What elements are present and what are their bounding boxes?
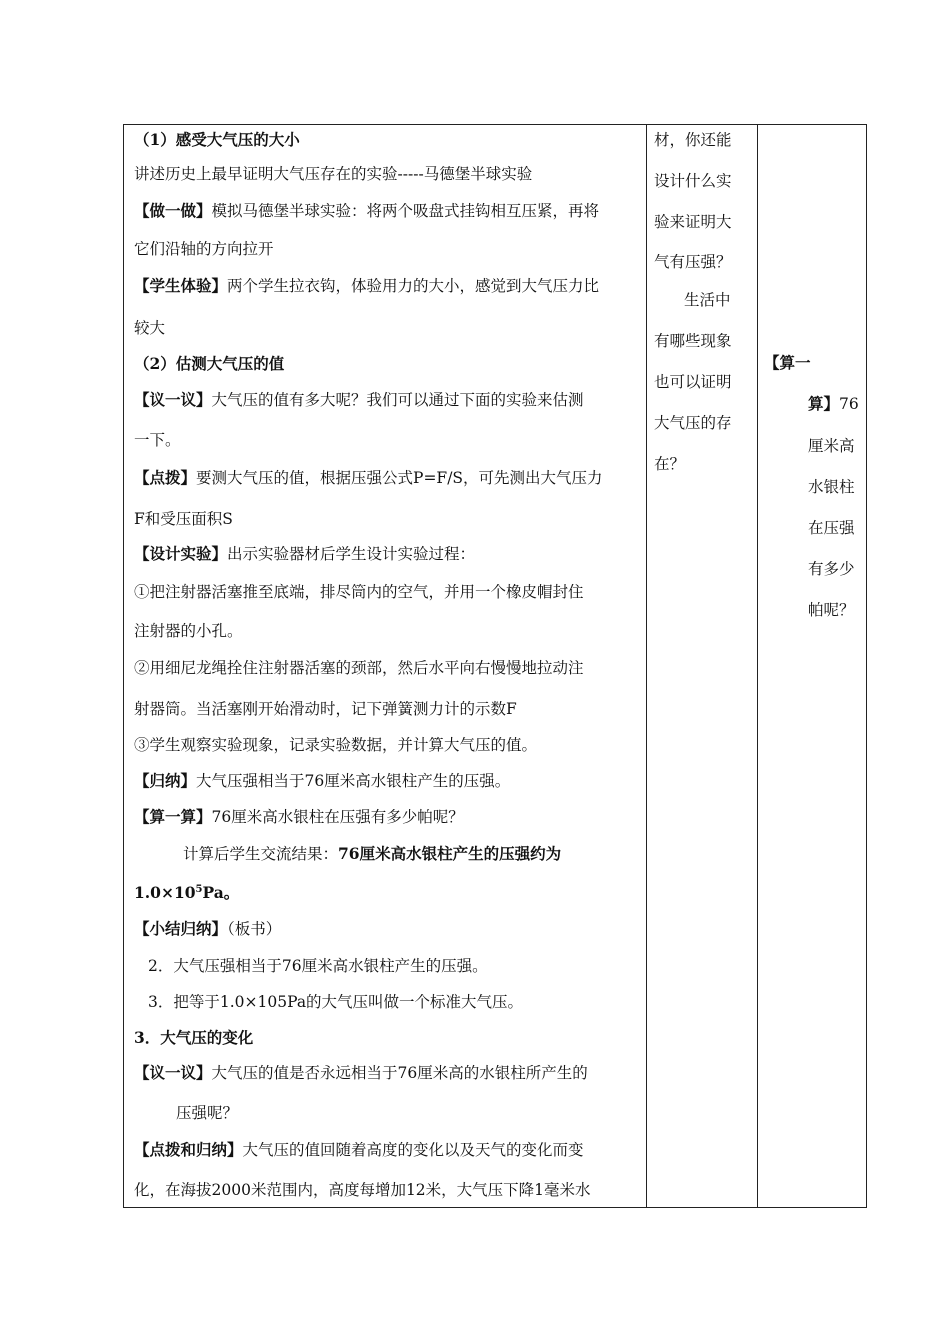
text-line [134,200,599,222]
text-line: 它们沿轴的方向拉开 [134,240,274,258]
bold-result: 76厘米高水银柱产生的压强约为 [338,844,562,863]
text-span: 计算后学生交流结果： [183,845,339,863]
activity-tag: 【做一做】 [134,201,212,220]
exercise-tag: 算】 [808,394,840,413]
note-line: 生活中 [684,291,731,309]
activity-tag: 【归纳】 [134,771,197,790]
text-line: 射器筒。当活塞刚开始滑动时，记下弹簧测力计的示数F [134,700,517,718]
note-line: 气有压强？ [654,253,732,271]
text-line [183,843,561,865]
text-line [134,389,584,411]
activity-tag: 【点拨和归纳】 [134,1140,243,1159]
text-span: 大气压强相当于76厘米高水银柱产生的压强。 [196,772,511,790]
note-line: 验来证明大 [654,213,732,231]
text-span: 模拟马德堡半球实验：将两个吸盘式挂钩相互压紧，再将 [211,202,600,220]
text-line [134,918,281,940]
text-span: 要测大气压的值，根据压强公式P=F/S，可先测出大气压力 [196,469,603,487]
text-line: 注射器的小孔。 [134,622,243,640]
text-line [134,1139,584,1161]
text-line: 2．大气压强相当于76厘米高水银柱产生的压强。 [148,957,488,975]
exercise-line: 厘米高 [808,437,855,455]
activity-tag: 【小结归纳】 [134,919,228,938]
text-line [134,275,599,297]
note-line: 设计什么实 [654,172,732,190]
lesson-table [123,124,867,1208]
text-span: 大气压的值是否永远相当于76厘米高的水银柱所产生的 [211,1064,588,1082]
text-line: 一下。 [134,431,181,449]
text-span: 76 [839,395,859,413]
column-divider [757,125,758,1207]
exercise-line [808,393,859,415]
text-line: ③学生观察实验现象，记录实验数据，并计算大气压的值。 [134,736,538,754]
activity-tag: 【议一议】 [134,390,212,409]
text-line: F和受压面积S [134,510,233,528]
note-line: 也可以证明 [654,373,732,391]
note-line: 在？ [654,455,686,473]
text-line: 压强呢？ [176,1104,239,1122]
text-line [134,543,475,565]
activity-tag: 【算一算】 [134,807,212,826]
section-heading: （1）感受大气压的大小 [134,130,300,149]
section-heading: 3．大气压的变化 [134,1028,254,1047]
text-line [134,467,603,489]
text-line [134,882,239,904]
activity-tag: 【学生体验】 [134,276,228,295]
result-value: 1.0×10 [134,883,196,902]
note-line: 大气压的存 [654,414,732,432]
text-span: 大气压的值回随着高度的变化以及天气的变化而变 [242,1141,584,1159]
text-line: 讲述历史上最早证明大气压存在的实验-----马德堡半球实验 [134,165,533,183]
exponent: 5 [195,883,203,895]
note-line: 材，你还能 [654,131,732,149]
text-span: 76厘米高水银柱在压强有多少帕呢？ [211,808,464,826]
exercise-line: 在压强 [808,519,855,537]
result-unit: Pa。 [202,883,240,902]
text-line: 化，在海拔2000米范围内，高度每增加12米，大气压下降1毫米水 [134,1181,591,1199]
text-span: （板书） [227,920,282,938]
text-line: 3．把等于1.0×105Pa的大气压叫做一个标准大气压。 [148,993,524,1011]
text-line: ②用细尼龙绳拴住注射器活塞的颈部，然后水平向右慢慢地拉动注 [134,659,584,677]
text-line [134,1062,588,1084]
activity-tag: 【设计实验】 [134,544,228,563]
exercise-tag: 【算一 [764,353,811,372]
column-divider [646,125,647,1207]
exercise-line: 水银柱 [808,478,855,496]
text-line [134,806,464,828]
exercise-line: 有多少 [808,560,855,578]
exercise-line: 帕呢？ [808,601,855,619]
activity-tag: 【议一议】 [134,1063,212,1082]
text-span: 两个学生拉衣钩，体验用力的大小，感觉到大气压力比 [227,277,600,295]
note-line: 有哪些现象 [654,332,732,350]
text-span: 大气压的值有多大呢？我们可以通过下面的实验来估测 [211,391,584,409]
text-span: 出示实验器材后学生设计实验过程： [227,545,476,563]
text-line [134,770,510,792]
activity-tag: 【点拨】 [134,468,197,487]
text-line: ①把注射器活塞推至底端，排尽筒内的空气，并用一个橡皮帽封住 [134,583,584,601]
section-heading: （2）估测大气压的值 [134,354,285,373]
text-line: 较大 [134,319,166,337]
